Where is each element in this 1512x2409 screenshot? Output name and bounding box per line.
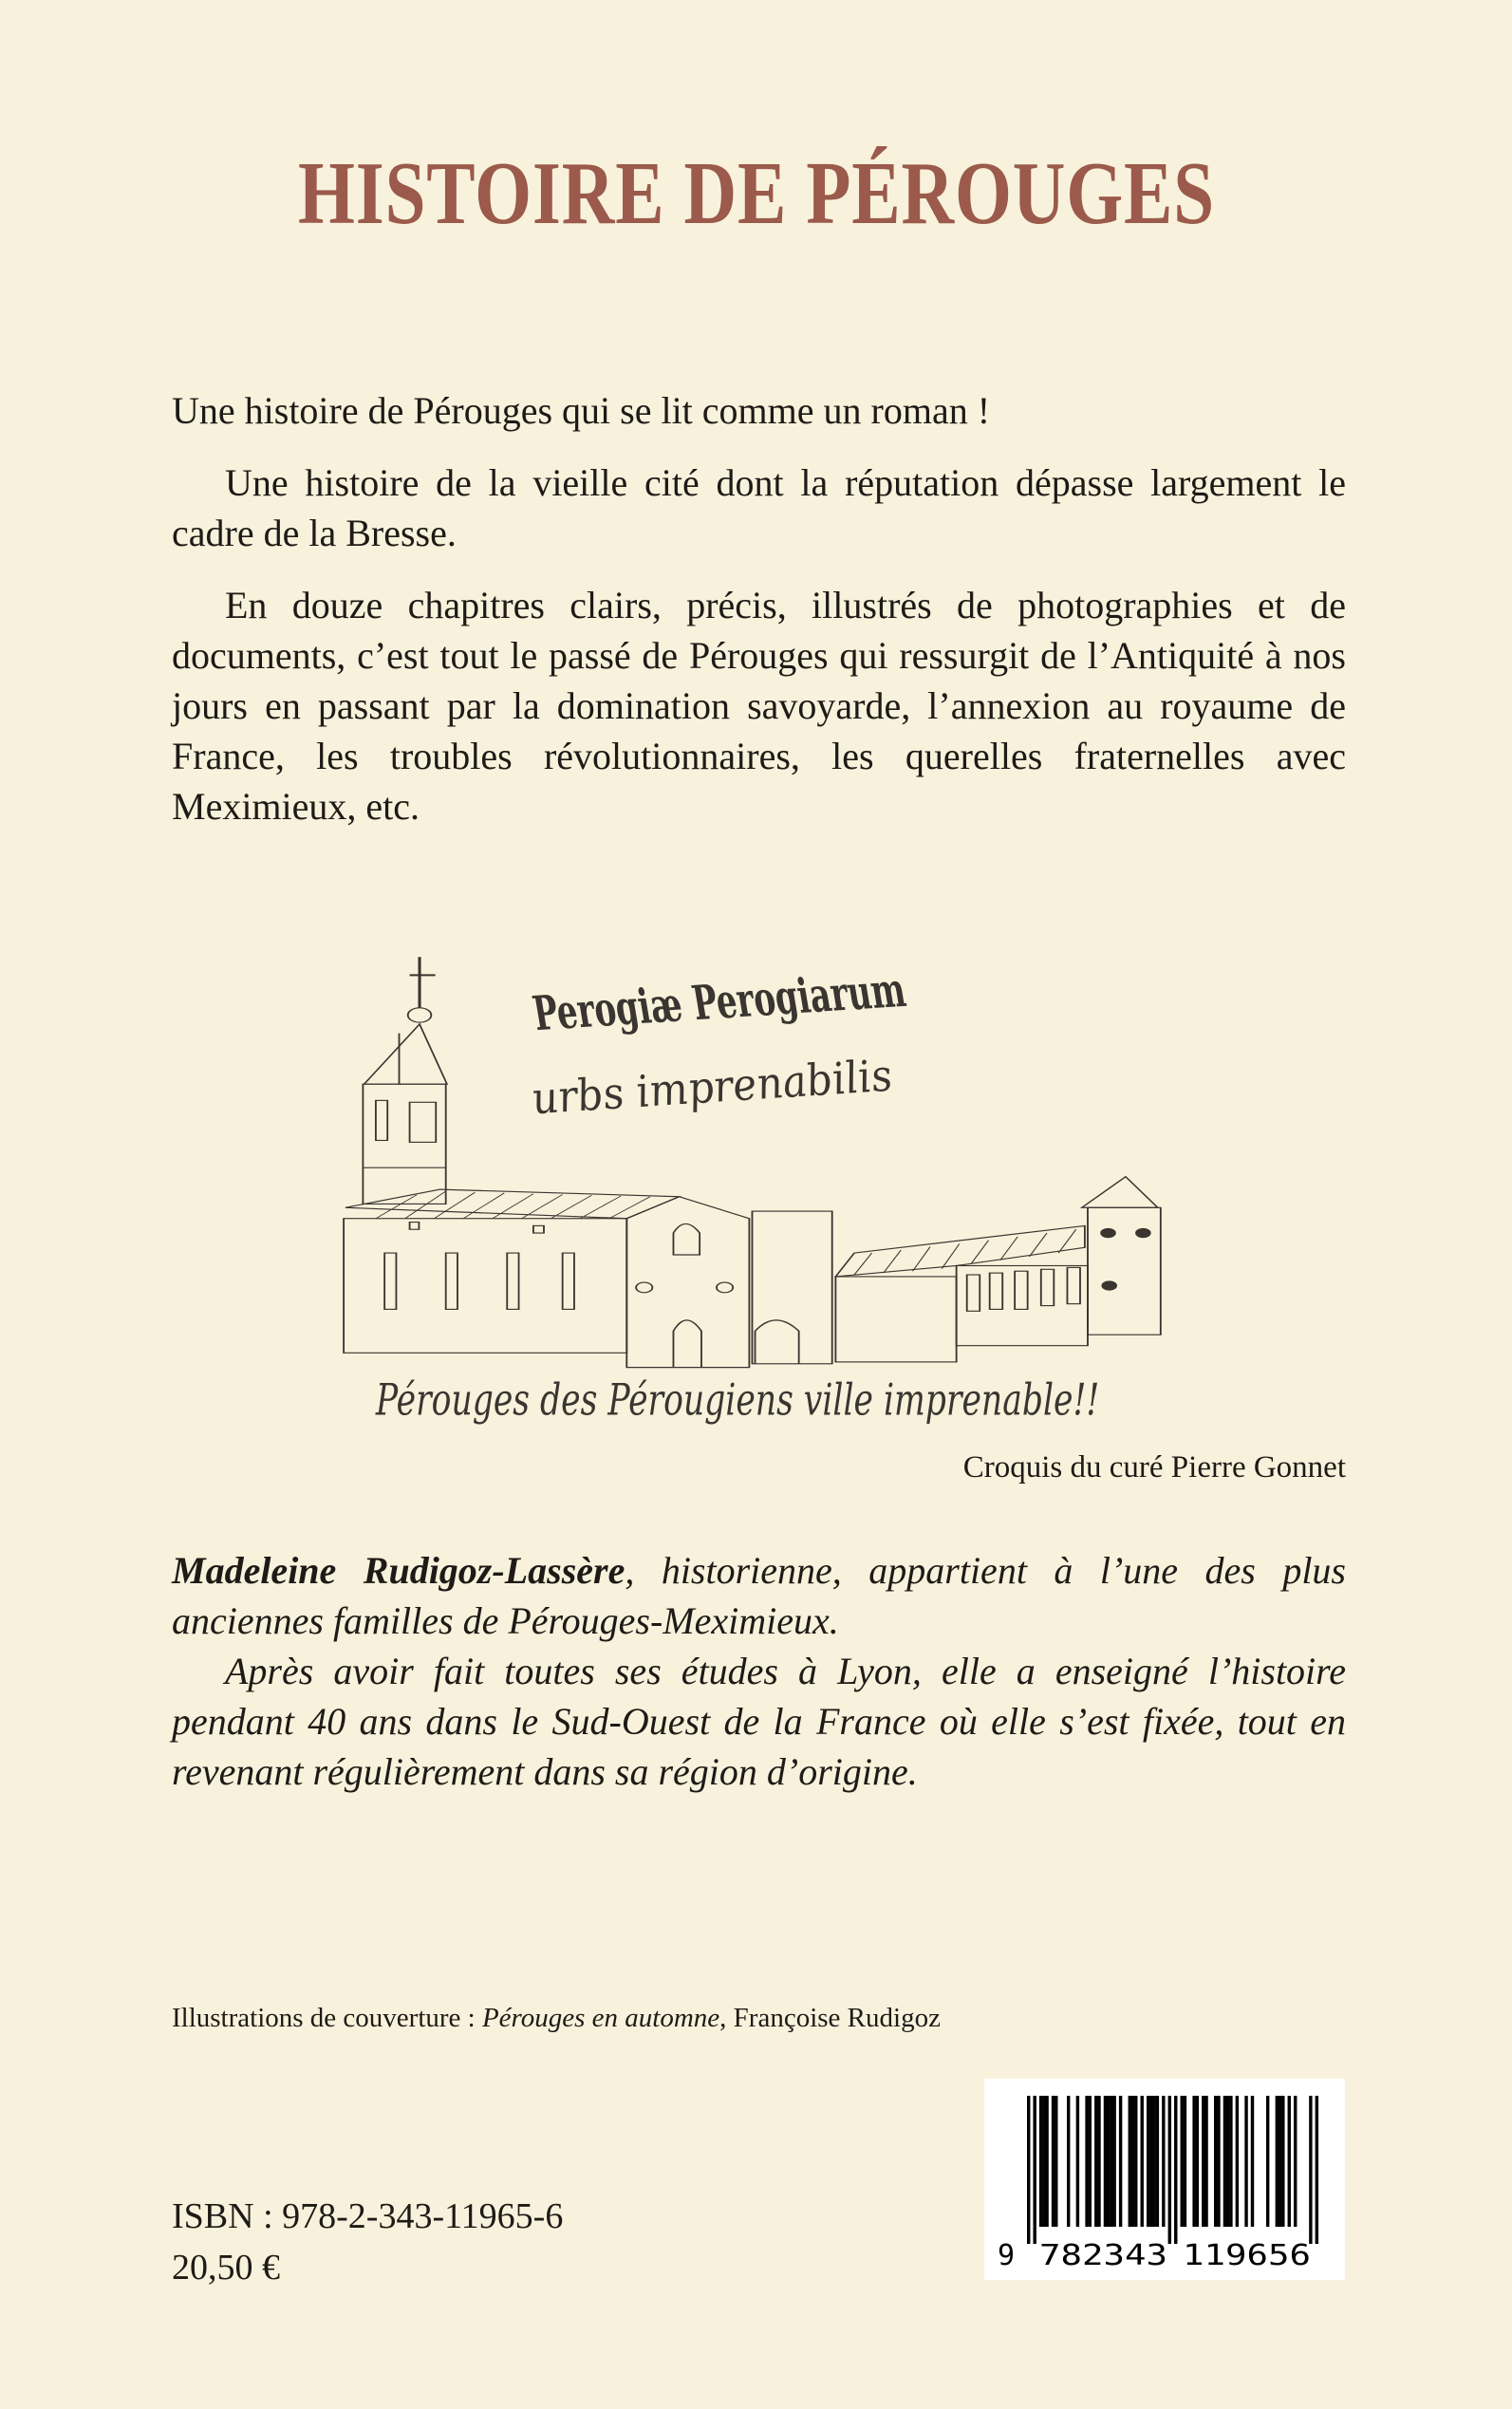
barcode-bar [1226, 2096, 1229, 2227]
book-title: HISTOIRE DE PÉROUGES [297, 144, 1215, 243]
barcode-bar [1276, 2096, 1279, 2227]
price: 20,50 € [172, 2248, 280, 2288]
barcode-bar [1204, 2096, 1207, 2227]
barcode-bar [1168, 2096, 1171, 2244]
cover-credits: Illustrations de couverture : Pérouges en automne, Françoise Rudigoz [172, 2003, 941, 2033]
sketch-motto-line2: urbs imprenabilis [527, 1033, 1158, 1125]
barcode-bar [1089, 2096, 1092, 2227]
barcode-bar [1052, 2096, 1055, 2227]
blurb-paragraph: Une histoire de Pérouges qui se lit comme un roman ! [172, 389, 991, 432]
barcode-bar [1174, 2096, 1177, 2244]
barcode-bar [1129, 2096, 1131, 2227]
barcode-bar [1217, 2096, 1220, 2227]
barcode-right-digits: 119656 [1183, 2239, 1311, 2272]
barcode-bar [1112, 2096, 1115, 2227]
barcode-bar [1045, 2096, 1048, 2227]
barcode-bar [1162, 2096, 1165, 2227]
barcode-bar [1266, 2096, 1269, 2227]
barcode-bar [1184, 2096, 1186, 2227]
barcode-bar [1107, 2096, 1110, 2227]
author-name: Madeleine Rudigoz-Lassère [172, 1549, 625, 1592]
barcode-bar [1229, 2096, 1232, 2227]
barcode-bar [1076, 2096, 1079, 2227]
barcode-bar [1316, 2096, 1318, 2244]
blurb-paragraph: Une histoire de la vieille cité dont la réputation dépasse largement le cadre de la Bresse. [172, 461, 1346, 554]
author-bio-paragraph: Après avoir fait toutes ses études à Lyon, elle a enseigné l’histoire pendant 40 ans dans le Sud-Ouest de la France où elle s’est fixée, tout en revenant régulièrement dans sa région d’origine. [172, 1650, 1346, 1793]
barcode-left-digits: 782343 [1039, 2239, 1167, 2272]
barcode-bar [1094, 2096, 1097, 2227]
barcode-bar [1147, 2096, 1149, 2227]
barcode-bar [1067, 2096, 1070, 2227]
barcode-bar [1085, 2096, 1088, 2227]
blurb-paragraph: En douze chapitres clairs, précis, illustrés de photographies et de documents, c’est tout le passé de Pérouges qui ressurgit de l’Antiquité à nos jours en passant par la domination savoyarde, l’annexion au royaume de France, les troubles révolutionnaires, les querelles fraternelles avec Meximieux, etc. [172, 584, 1346, 828]
author-bio [172, 1545, 1346, 1797]
isbn: ISBN : 978-2-343-11965-6 [172, 2196, 564, 2236]
barcode-bar [1131, 2096, 1134, 2227]
barcode-bar [1251, 2096, 1254, 2227]
barcode-bar [1039, 2096, 1042, 2227]
sketch-motto-line1: Perogiæ Perogiarum [529, 929, 1409, 1042]
barcode-bar [1097, 2096, 1100, 2227]
barcode-bar [1236, 2096, 1239, 2227]
sketch-bottom-line: Pérouges des Pérougiens ville imprenable!! [375, 1374, 1100, 1426]
barcode-bar [1110, 2096, 1112, 2227]
barcode-bar [1202, 2096, 1204, 2227]
sketch-caption: Croquis du curé Pierre Gonnet [962, 1450, 1346, 1485]
barcode-bar [1149, 2096, 1152, 2227]
barcode-bar [1192, 2096, 1195, 2227]
barcode-bar [1294, 2096, 1297, 2227]
barcode-bar [1244, 2096, 1247, 2227]
barcode-bar [1152, 2096, 1155, 2227]
barcode-bar [1156, 2096, 1159, 2227]
barcode-bar [1223, 2096, 1226, 2227]
barcode-bar [1134, 2096, 1137, 2227]
barcode-bar [1279, 2096, 1281, 2227]
barcode-bar [1042, 2096, 1045, 2227]
barcode-bar [1027, 2096, 1030, 2244]
barcode-bar [1119, 2096, 1122, 2227]
barcode-bar [1033, 2096, 1036, 2244]
barcode-bar [1214, 2096, 1217, 2227]
barcode-bar [1181, 2096, 1184, 2227]
author-bio-paragraph: Madeleine Rudigoz-Lassère, historienne, appartient à l’une des plus anciennes familles de Pérouges-Meximieux. [172, 1549, 1346, 1642]
barcode-first-digit: 9 [998, 2239, 1016, 2272]
barcode-bar [1104, 2096, 1107, 2227]
barcode-bar [1288, 2096, 1291, 2227]
barcode [984, 2079, 1345, 2280]
barcode-bar [1141, 2096, 1144, 2227]
barcode-bar [1196, 2096, 1199, 2227]
barcode-bar [1309, 2096, 1312, 2244]
barcode-bar [1055, 2096, 1057, 2227]
barcode-bar [1281, 2096, 1284, 2227]
blurb [172, 385, 1346, 831]
